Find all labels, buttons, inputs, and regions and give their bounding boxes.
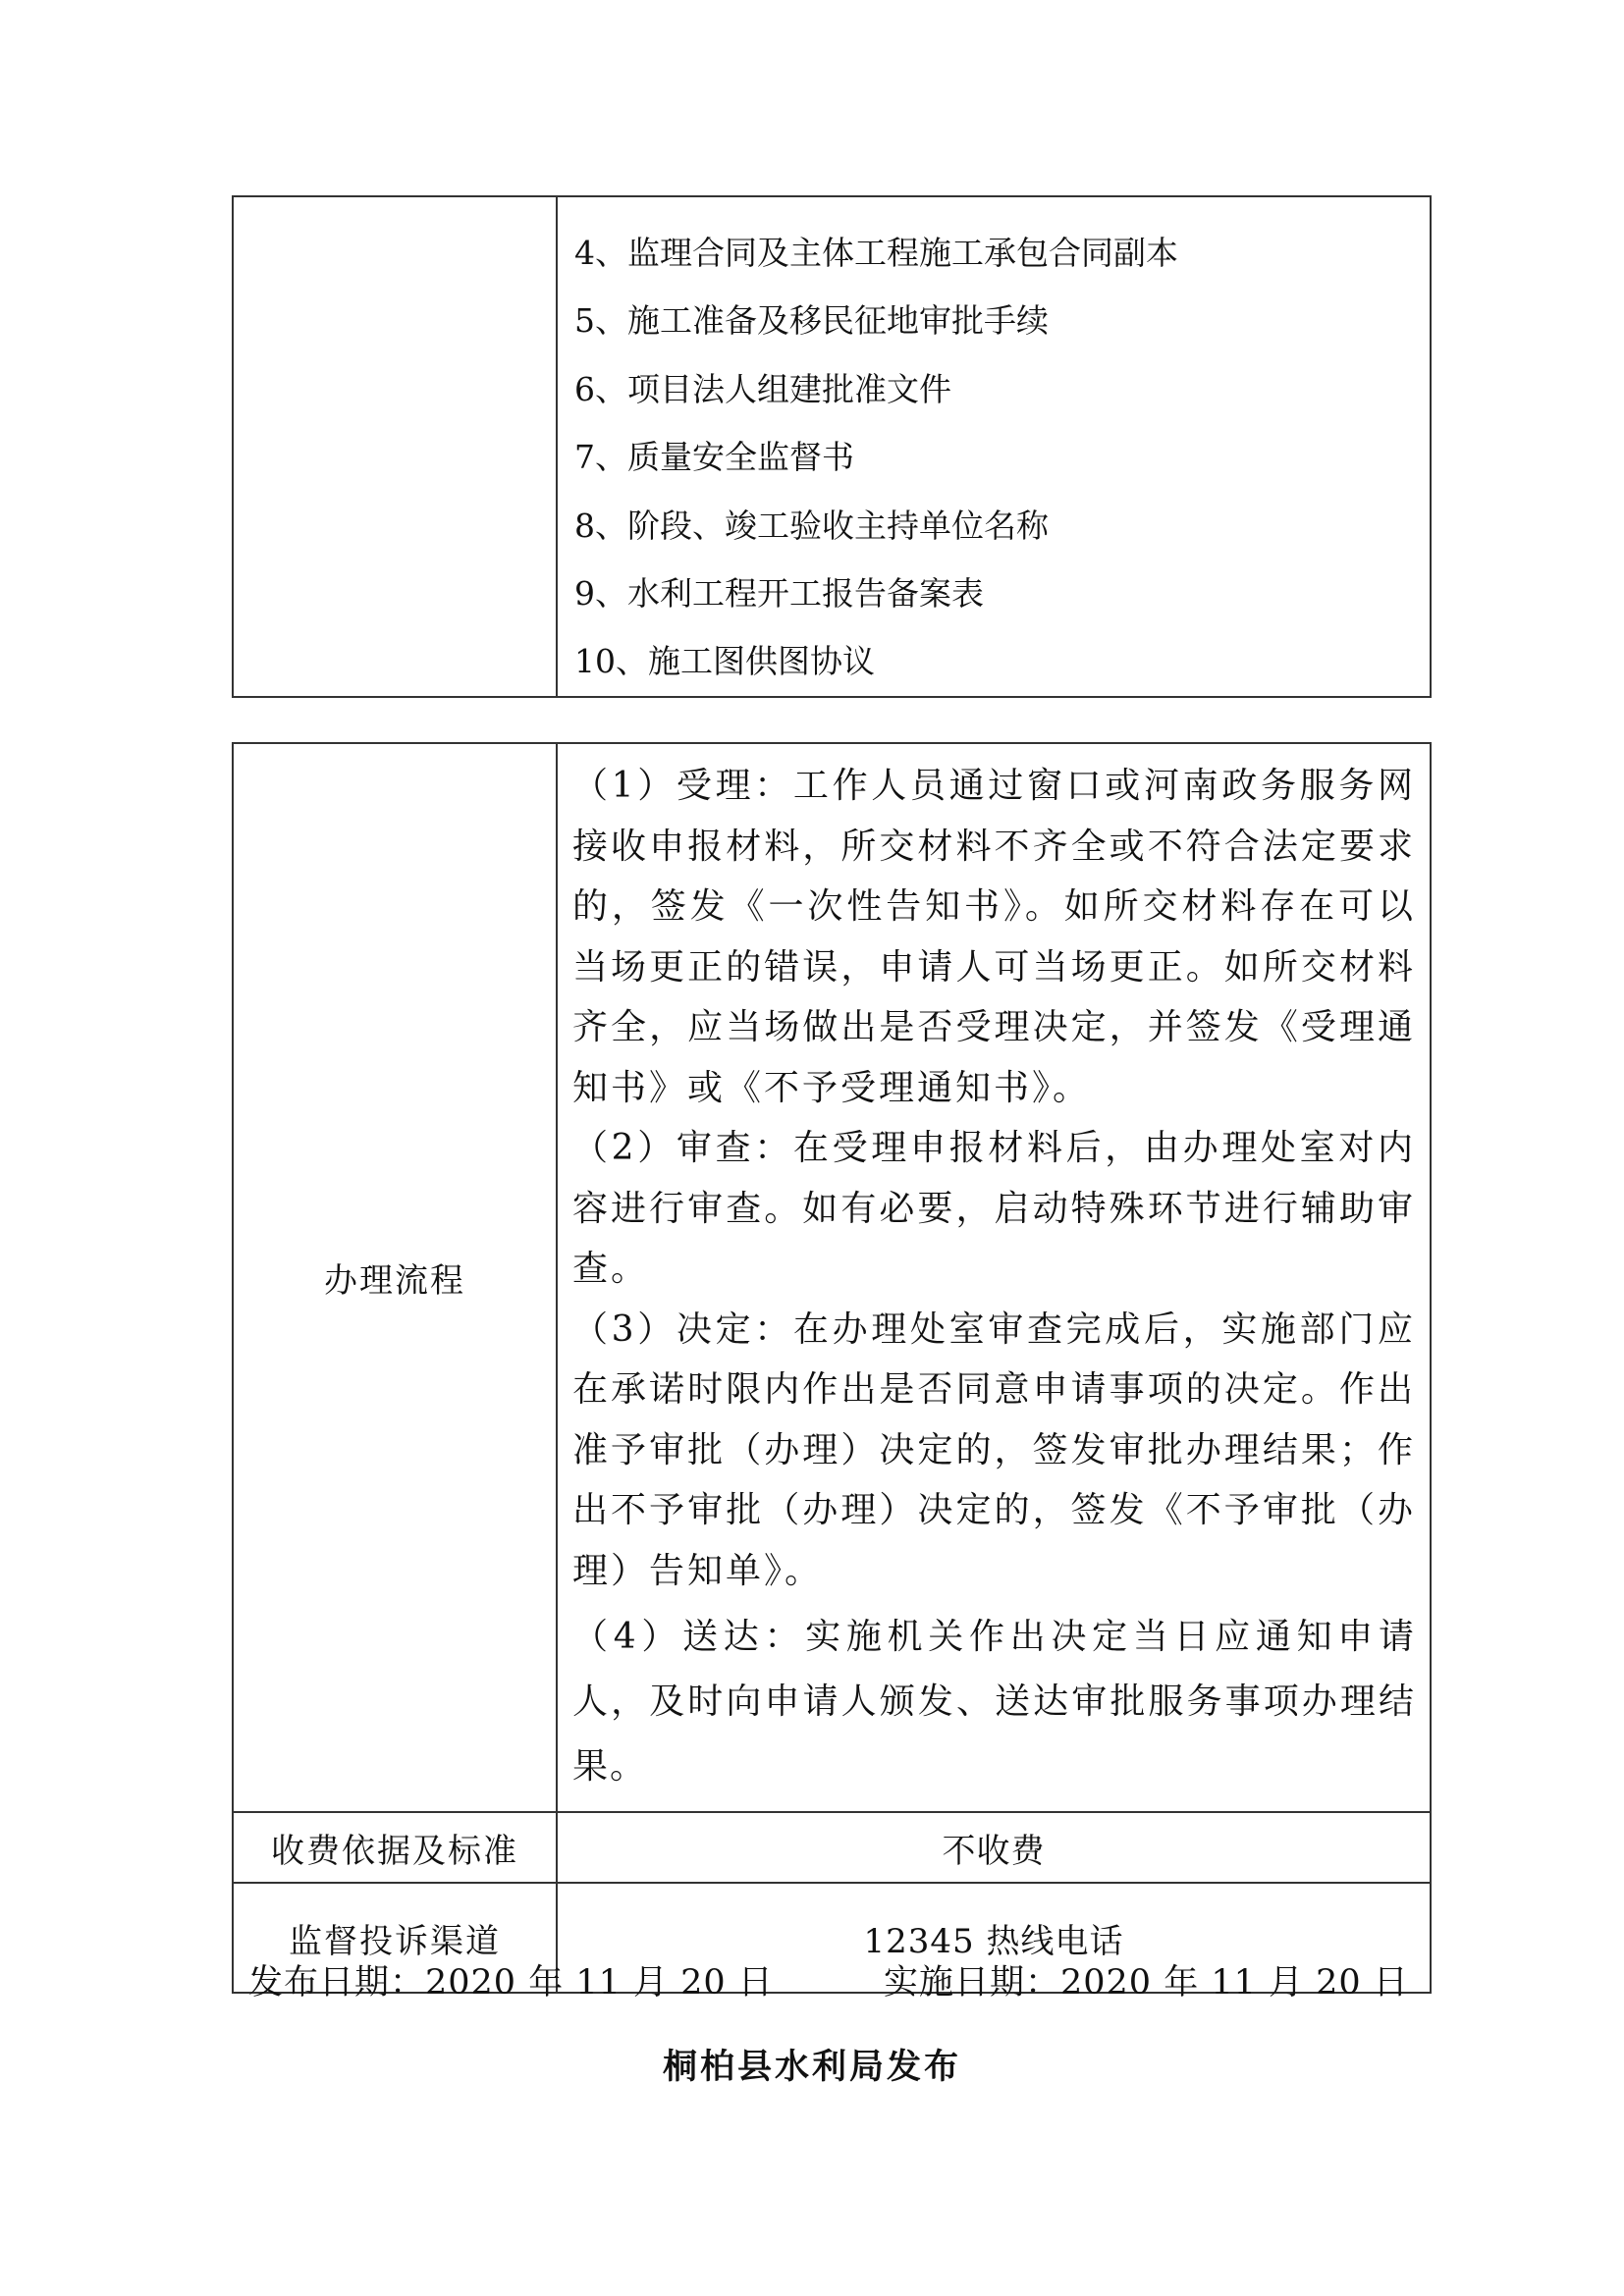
issuer: 桐柏县水利局发布 [662, 2048, 961, 2087]
materials-list-cell [557, 196, 1431, 697]
complaint-value: 12345 热线电话 [557, 1883, 1431, 1993]
materials-list [558, 197, 1430, 696]
publish-date: 发布日期：2020 年 11 月 20 日 [248, 1963, 774, 2002]
table-row [233, 1812, 1431, 1883]
list-item: 9、水利工程开工报告备案表 [574, 573, 984, 613]
materials-label-cell [233, 196, 557, 697]
process-label: 办理流程 [233, 743, 557, 1812]
fee-value: 不收费 [557, 1812, 1431, 1883]
list-item: 5、施工准备及移民征地审批手续 [574, 301, 1049, 341]
table-row [233, 743, 1431, 1812]
list-item: 4、监理合同及主体工程施工承包合同副本 [574, 234, 1178, 272]
fee-label: 收费依据及标准 [233, 1812, 557, 1883]
process-info-table [232, 742, 1432, 1994]
complaint-label: 监督投诉渠道 [233, 1883, 557, 1993]
list-item: 10、施工图供图协议 [574, 642, 875, 681]
process-step-review: （2）审查：在受理申报材料后，由办理处室对内容进行审查。如有必要，启动特殊环节进行辅助审查。 [572, 1128, 1416, 1289]
list-item: 7、质量安全监督书 [574, 438, 854, 477]
list-item: 8、阶段、竣工验收主持单位名称 [574, 506, 1049, 545]
dates-line [248, 1953, 1427, 2012]
process-steps-cell [557, 743, 1431, 1812]
process-step-deliver: （4）送达：实施机关作出决定当日应通知申请人，及时向申请人颁发、送达审批服务事项办理结果。 [572, 1617, 1416, 1787]
list-item: 6、项目法人组建批准文件 [574, 369, 951, 408]
materials-table [232, 195, 1432, 698]
effective-date: 实施日期：2020 年 11 月 20 日 [884, 1963, 1409, 2002]
process-step-decide: （3）决定：在办理处室审查完成后，实施部门应在承诺时限内作出是否同意申请事项的决定。作出准予审批（办理）决定的，签发审批办理结果；作出不予审批（办理）决定的，签发《不予审批（办理）告知单》。 [572, 1308, 1416, 1591]
process-step-accept: （1）受理：工作人员通过窗口或河南政务服务网接收申报材料，所交材料不齐全或不符合法定要求的，签发《一次性告知书》。如所交材料存在可以当场更正的错误，申请人可当场更正。如所交材料齐全，应当场做出是否受理决定，并签发《受理通知书》或《不予受理通知书》。 [572, 766, 1416, 1108]
